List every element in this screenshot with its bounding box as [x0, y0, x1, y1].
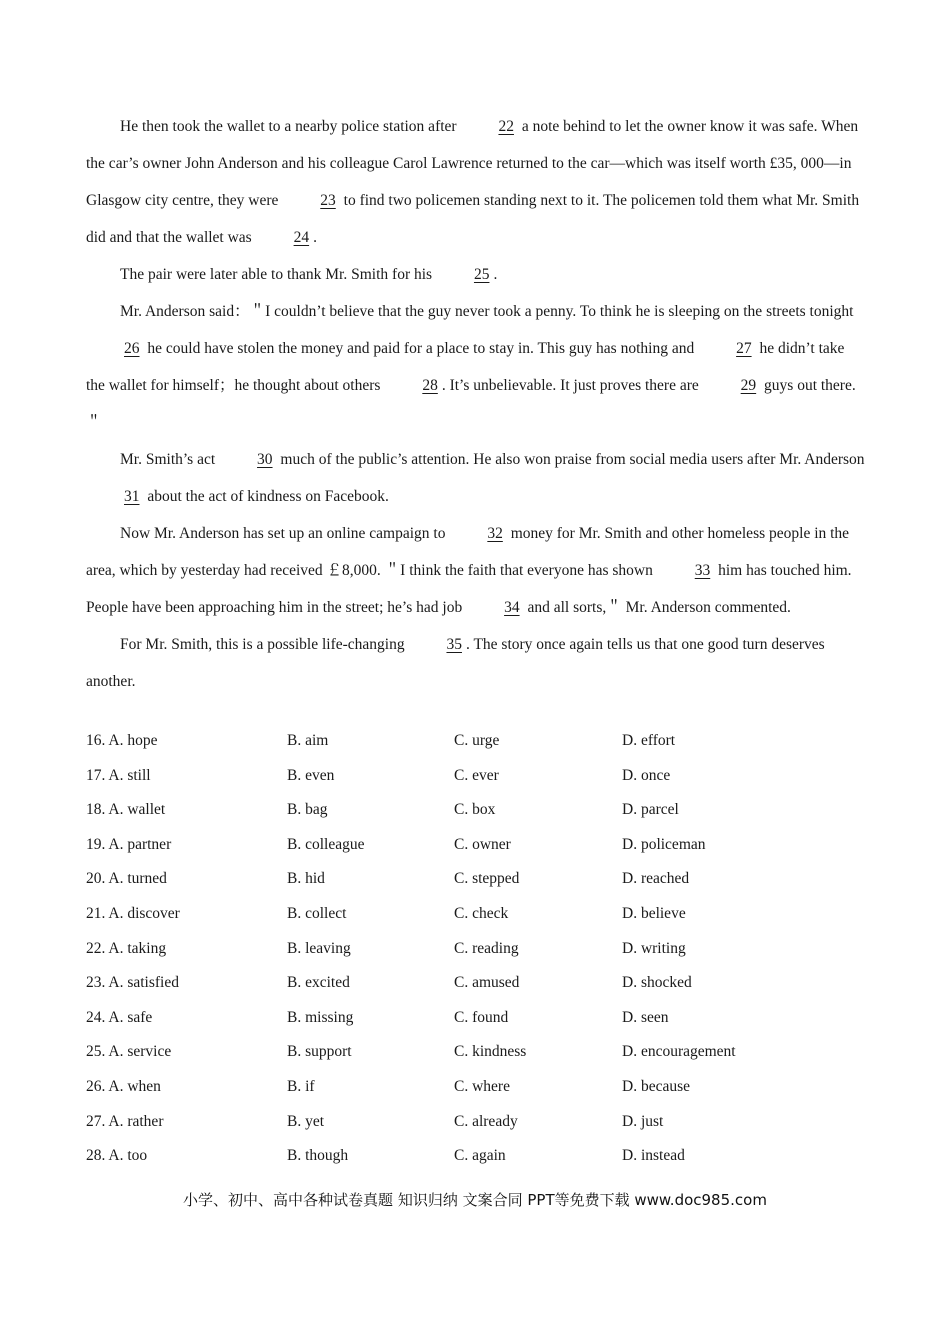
option-d: D. just: [622, 1112, 664, 1130]
option-a: 16. A. hope: [86, 732, 158, 749]
option-d: D. seen: [622, 1008, 669, 1026]
option-b: B. aim: [287, 732, 329, 749]
question-row: [86, 1139, 866, 1174]
answer-options: [86, 724, 866, 1174]
option-d: D. once: [622, 766, 671, 784]
paragraph: For Mr. Smith, this is a possible life-changing 35 . The story once again tells us that one good turn deserves another.: [86, 626, 866, 700]
blank-23: 23: [320, 192, 336, 209]
option-b: B. collect: [287, 904, 347, 922]
option-a: 19. A. partner: [86, 835, 172, 853]
question-row: [86, 793, 866, 828]
blank-35: 35: [446, 636, 462, 653]
blank-27: 27: [736, 340, 752, 357]
question-row: [86, 966, 866, 1001]
option-d: D. believe: [622, 904, 686, 922]
option-b: B. bag: [287, 801, 328, 819]
option-c: C. reading: [454, 939, 519, 957]
option-a: 17. A. still: [86, 766, 151, 784]
paragraph: Mr. Anderson said：＂I couldn’t believe that the guy never took a penny. To think he is sleeping on the streets tonight 26 he could have stolen the money and paid for a place to stay in. This guy has nothing and 27 he didn’t take the wallet for himself；he thought about others 28 . It’s unbelievable. It just proves there are 29 guys out there.＂: [86, 303, 856, 431]
option-c: C. again: [454, 1147, 506, 1165]
option-d: D. shocked: [622, 974, 692, 992]
option-d: D. instead: [622, 1147, 685, 1165]
blank-22: 22: [498, 118, 514, 135]
option-c: C. already: [454, 1112, 518, 1130]
option-b: B. missing: [287, 1008, 354, 1026]
blank-29: 29: [740, 377, 757, 394]
option-c: C. check: [454, 904, 509, 922]
blank-25: 25: [473, 266, 490, 283]
option-a: 23. A. satisfied: [86, 974, 179, 992]
option-a: 18. A. wallet: [86, 801, 166, 819]
page-footer: 小学、初中、高中各种试卷真题 知识归纳 文案合同 PPT等免费下载 www.doc985.com: [183, 1191, 767, 1209]
blank-30: 30: [257, 451, 273, 468]
blank-28: 28: [422, 377, 438, 394]
option-a: 27. A. rather: [86, 1112, 164, 1130]
option-c: C. found: [454, 1008, 509, 1026]
option-d: D. because: [622, 1077, 690, 1095]
option-b: B. colleague: [287, 835, 365, 853]
option-c: C. where: [454, 1077, 510, 1095]
option-a: 24. A. safe: [86, 1008, 153, 1026]
blank-26: 26: [124, 340, 140, 357]
question-row: [86, 897, 866, 932]
option-c: C. owner: [454, 835, 511, 853]
blank-33: 33: [694, 562, 711, 579]
paragraph: Mr. Smith’s act 30 much of the public’s attention. He also won praise from social media users after Mr. Anderson 31 about the act of kindness on Facebook.: [86, 441, 866, 515]
option-a: 22. A. taking: [86, 939, 167, 957]
option-b: B. leaving: [287, 939, 351, 957]
option-b: B. support: [287, 1043, 352, 1061]
question-row: [86, 1105, 866, 1140]
blank-31: 31: [124, 488, 140, 505]
blank-24: 24: [293, 229, 310, 246]
option-a: 25. A. service: [86, 1043, 172, 1061]
option-c: C. kindness: [454, 1043, 527, 1061]
question-row: [86, 862, 866, 897]
option-a: 21. A. discover: [86, 904, 180, 922]
option-d: D. encouragement: [622, 1043, 736, 1061]
question-row: [86, 1001, 866, 1036]
question-row: [86, 932, 866, 967]
option-c: C. ever: [454, 766, 499, 784]
question-row: [86, 1035, 866, 1070]
option-a: 28. A. too: [86, 1147, 148, 1165]
blank-32: 32: [487, 525, 503, 542]
option-b: B. even: [287, 766, 335, 784]
option-a: 26. A. when: [86, 1077, 161, 1095]
question-row: [86, 828, 866, 863]
option-d: D. policeman: [622, 835, 706, 853]
option-a: 20. A. turned: [86, 870, 167, 888]
option-b: B. if: [287, 1077, 315, 1095]
option-b: B. though: [287, 1147, 349, 1165]
paragraph: Now Mr. Anderson has set up an online campaign to 32 money for Mr. Smith and other homeless people in the area, which by yesterday had received ￡8,000. ＂I think the faith that everyone has shown 33 him has touched him. People have been approaching him in the street; he’s had job 34 and all sorts,＂ Mr. Anderson commented.: [86, 515, 866, 626]
option-c: C. box: [454, 801, 496, 819]
option-b: B. excited: [287, 974, 350, 992]
option-b: B. hid: [287, 870, 325, 888]
paragraph: He then took the wallet to a nearby police station after 22 a note behind to let the owner know it was safe. When the car’s owner John Anderson and his colleague Carol Lawrence returned to the car—which was itself worth £35, 000—in Glasgow city centre, they were 23 to find two policemen standing next to it. The policemen told them what Mr. Smith did and that the wallet was 24 .: [86, 108, 866, 256]
question-row: [86, 759, 866, 794]
paragraph: The pair were later able to thank Mr. Smith for his 25 .: [86, 256, 866, 293]
option-b: B. yet: [287, 1112, 325, 1130]
blank-34: 34: [504, 599, 520, 616]
option-c: C. stepped: [454, 870, 520, 888]
option-d: D. effort: [622, 732, 676, 749]
option-c: C. amused: [454, 974, 520, 992]
option-d: D. parcel: [622, 801, 679, 819]
reading-passage: [86, 108, 866, 700]
option-c: C. urge: [454, 732, 500, 749]
question-row: [86, 724, 866, 759]
option-d: D. writing: [622, 939, 686, 957]
question-row: [86, 1070, 866, 1105]
option-d: D. reached: [622, 870, 690, 888]
